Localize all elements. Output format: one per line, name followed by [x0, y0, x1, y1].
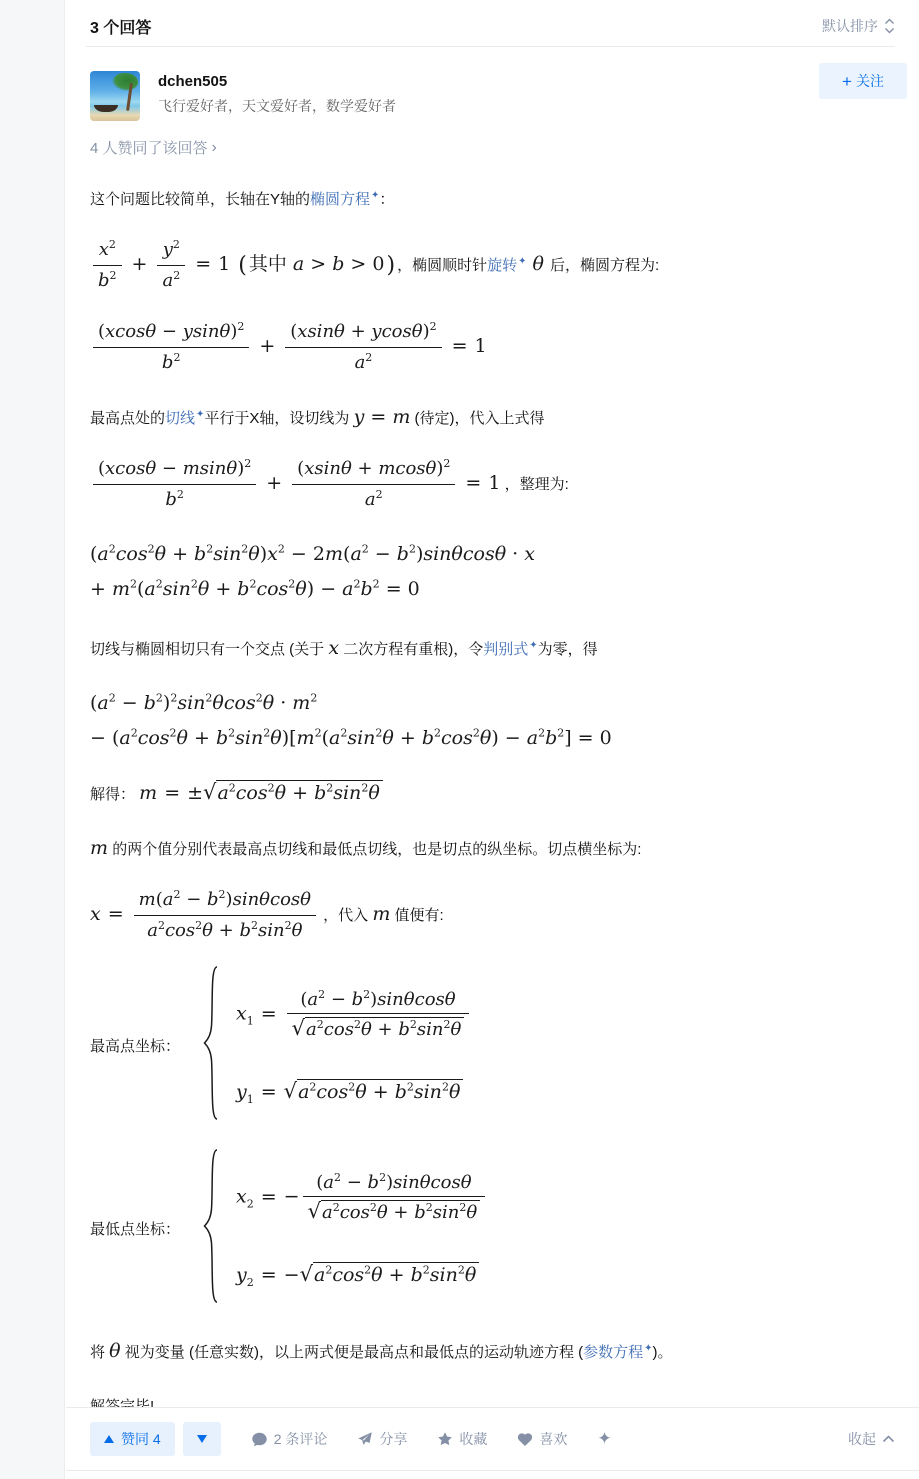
text-run: 值便有: — [390, 907, 444, 924]
cases-equations — [236, 988, 472, 1106]
share-label: 分享 — [379, 1431, 408, 1447]
inline-math: m — [372, 903, 391, 925]
follow-button[interactable] — [819, 63, 907, 99]
chevron-right-icon: › — [211, 138, 217, 156]
inline-math: $\frac{(xcos\theta - msin\theta)^2}{b^2}$ + $\frac{(xsin\theta + mcos\theta)^2}{a^2}$ = 1 — [90, 472, 500, 494]
math-row — [90, 455, 895, 513]
cases-equations — [236, 1171, 488, 1289]
case-equation: $y_1 = √a^2\cos^2\theta + b^2\sin^2\theta$ — [236, 1079, 472, 1103]
inline-math: m — [90, 837, 109, 859]
math-line: + $m^2(a^2\sin^2\theta + b^2\cos^2\theta) - a^2b^2 = 0$ — [90, 577, 420, 600]
text-run: ，代入 — [319, 907, 373, 924]
triangle-up-icon — [104, 1435, 114, 1443]
caret-up-icon — [882, 1435, 895, 1443]
inline-math: θ — [532, 253, 544, 275]
text-run: ，椭圆顺时针 — [397, 257, 488, 274]
sort-icon — [884, 18, 895, 34]
text-run: 为零，得 — [537, 641, 598, 658]
collapse-button[interactable] — [848, 1429, 895, 1449]
answer-paragraph — [90, 187, 895, 212]
case-equation: $y_2 = -√a^2\cos^2\theta + b^2\sin^2\theta$ — [236, 1262, 488, 1286]
inline-math: θ — [109, 1340, 121, 1362]
search-star-icon: ✦ — [371, 190, 380, 201]
text-run: 后，椭圆方程为: — [550, 257, 660, 274]
comment-icon — [251, 1431, 268, 1448]
inline-math: $\frac{x^2}{b^2}$ + $\frac{y^2}{a^2}$ = 1 ( 其中 a > b > 0) — [90, 253, 397, 275]
sort-label: 默认排序 — [822, 18, 878, 34]
answer-paragraph — [90, 636, 895, 662]
math-block — [90, 537, 895, 607]
cases-system — [90, 964, 895, 1127]
favorite-label: 收藏 — [459, 1431, 488, 1447]
star-icon — [437, 1431, 453, 1447]
downvote-button[interactable] — [183, 1422, 221, 1456]
follow-label: 关注 — [855, 73, 884, 89]
text-run: 最高点处的 — [90, 410, 166, 427]
inline-math: $\frac{(xcos\theta - ysin\theta)^2}{b^2}$ + $\frac{(xsin\theta + ycos\theta)^2}{a^2}$ = 1 — [90, 335, 487, 357]
triangle-down-icon — [197, 1435, 207, 1443]
text-run: 切线与椭圆相切只有一个交点 (关于 — [90, 641, 329, 658]
answer-paragraph — [90, 1339, 895, 1365]
search-star-icon: ✦ — [644, 1343, 653, 1354]
answer-paragraph — [90, 836, 895, 862]
avatar-boat — [94, 105, 118, 112]
text-run: (待定)，代入上式得 — [410, 410, 545, 427]
upvoters-link[interactable] — [90, 137, 895, 158]
author-row — [66, 47, 919, 121]
math-row — [90, 236, 895, 294]
text-run: 视为变量 (任意实数)，以上两式便是最高点和最低点的运动轨迹方程 ( — [120, 1344, 584, 1361]
share-icon — [357, 1431, 373, 1447]
search-star-icon: ✦ — [529, 640, 538, 651]
answer-action-bar — [66, 1407, 919, 1471]
like-label: 喜欢 — [539, 1431, 568, 1447]
math-block — [90, 686, 895, 756]
favorite-button[interactable] — [437, 1429, 487, 1449]
search-star-icon: ✦ — [518, 256, 527, 267]
text-run: ，整理为: — [500, 476, 569, 493]
answer-paragraph — [90, 405, 895, 431]
share-button[interactable] — [357, 1429, 407, 1449]
case-equation: $x_1$ = $\frac{(a^2 - b^2)\sin\theta\cos\theta}{√a^2\cos^2\theta + b^2\sin^2\theta}$ — [236, 988, 472, 1041]
left-brace — [202, 1147, 222, 1305]
like-button[interactable] — [517, 1429, 567, 1449]
brace-wrap — [202, 1147, 222, 1310]
text-run: 将 — [90, 1344, 110, 1361]
concept-link-text: 切线 — [165, 410, 196, 427]
inline-math: $m = \pm√a^2\cos^2\theta + b^2\sin^2\theta$ — [139, 782, 383, 804]
text-run: 解得： — [90, 786, 140, 803]
concept-link[interactable] — [487, 257, 526, 274]
author-bio: 飞行爱好者，天文爱好者，数学爱好者 — [158, 98, 396, 114]
sparkle-button[interactable] — [597, 1429, 611, 1449]
inline-math: x — [328, 637, 340, 659]
inline-math: y = m — [353, 406, 411, 428]
text-run: 二次方程有重根)，令 — [339, 641, 484, 658]
answers-card — [66, 0, 919, 1419]
author-name[interactable]: dchen505 — [158, 73, 228, 90]
concept-link[interactable] — [310, 191, 379, 208]
math-row — [90, 780, 895, 807]
concept-link-text: 椭圆方程 — [310, 191, 371, 208]
cases-label: 最低点坐标： — [90, 1221, 181, 1238]
search-star-icon: ✦ — [196, 409, 205, 420]
plus-icon: + — [842, 71, 852, 91]
text-run: ： — [379, 191, 395, 208]
math-row — [90, 886, 895, 944]
upvote-label: 赞同 4 — [121, 1431, 161, 1447]
upvoters-text: 4 人赞同了该回答 — [90, 140, 208, 157]
text-run: )。 — [652, 1344, 673, 1361]
page-gutter — [0, 0, 65, 1479]
sort-dropdown[interactable] — [822, 16, 895, 36]
concept-link[interactable] — [583, 1344, 652, 1361]
text-run: 的两个值分别代表最高点切线和最低点切线，也是切点的纵坐标。切点横坐标为: — [108, 841, 642, 858]
math-line: $(a^2 - b^2)^2\sin^2\theta\cos^2\theta \cdot m^2$ — [90, 691, 318, 714]
author-info — [158, 71, 396, 116]
answer-content — [66, 187, 919, 1419]
answers-header — [66, 0, 919, 40]
math-line: $(a^2\cos^2\theta + b^2\sin^2\theta)x^2 - 2m(a^2 - b^2)\sin\theta\cos\theta \cdot x$ — [90, 542, 535, 565]
text-run: 这个问题比较简单，长轴在Y轴的 — [90, 191, 311, 208]
cases-system — [90, 1147, 895, 1310]
concept-link[interactable] — [483, 641, 537, 658]
brace-wrap — [202, 964, 222, 1127]
avatar[interactable] — [90, 71, 140, 121]
case-equation: $x_2$ = − $\frac{(a^2 - b^2)\sin\theta\cos\theta}{√a^2\cos^2\theta + b^2\sin^2\theta}$ — [236, 1171, 488, 1224]
upvote-button[interactable] — [90, 1422, 175, 1456]
inline-math: x = $\frac{m(a^2 - b^2)\sin\theta\cos\theta}{a^2\cos^2\theta + b^2\sin^2\theta}$ — [90, 903, 319, 925]
heart-icon — [517, 1432, 533, 1447]
concept-link-text: 参数方程 — [583, 1344, 644, 1361]
answers-count-title: 3 个回答 — [90, 19, 152, 37]
concept-link[interactable] — [165, 410, 204, 427]
concept-link-text: 判别式 — [483, 641, 529, 658]
comments-label: 2 条评论 — [273, 1431, 328, 1447]
concept-link-text: 旋转 — [487, 257, 518, 274]
avatar-palm-leaves — [112, 73, 138, 91]
math-row — [90, 318, 895, 376]
comments-button[interactable] — [251, 1429, 328, 1449]
left-brace — [202, 964, 222, 1122]
collapse-label: 收起 — [848, 1431, 876, 1447]
text-run: 平行于X轴，设切线为 — [204, 410, 354, 427]
sparkle-icon: ✦ — [597, 1429, 612, 1448]
math-line: − $(a^2\cos^2\theta + b^2\sin^2\theta)[m^2(a^2\sin^2\theta + b^2\cos^2\theta) - a^2b^2] = 0$ — [90, 726, 612, 749]
cases-label: 最高点坐标： — [90, 1038, 181, 1055]
